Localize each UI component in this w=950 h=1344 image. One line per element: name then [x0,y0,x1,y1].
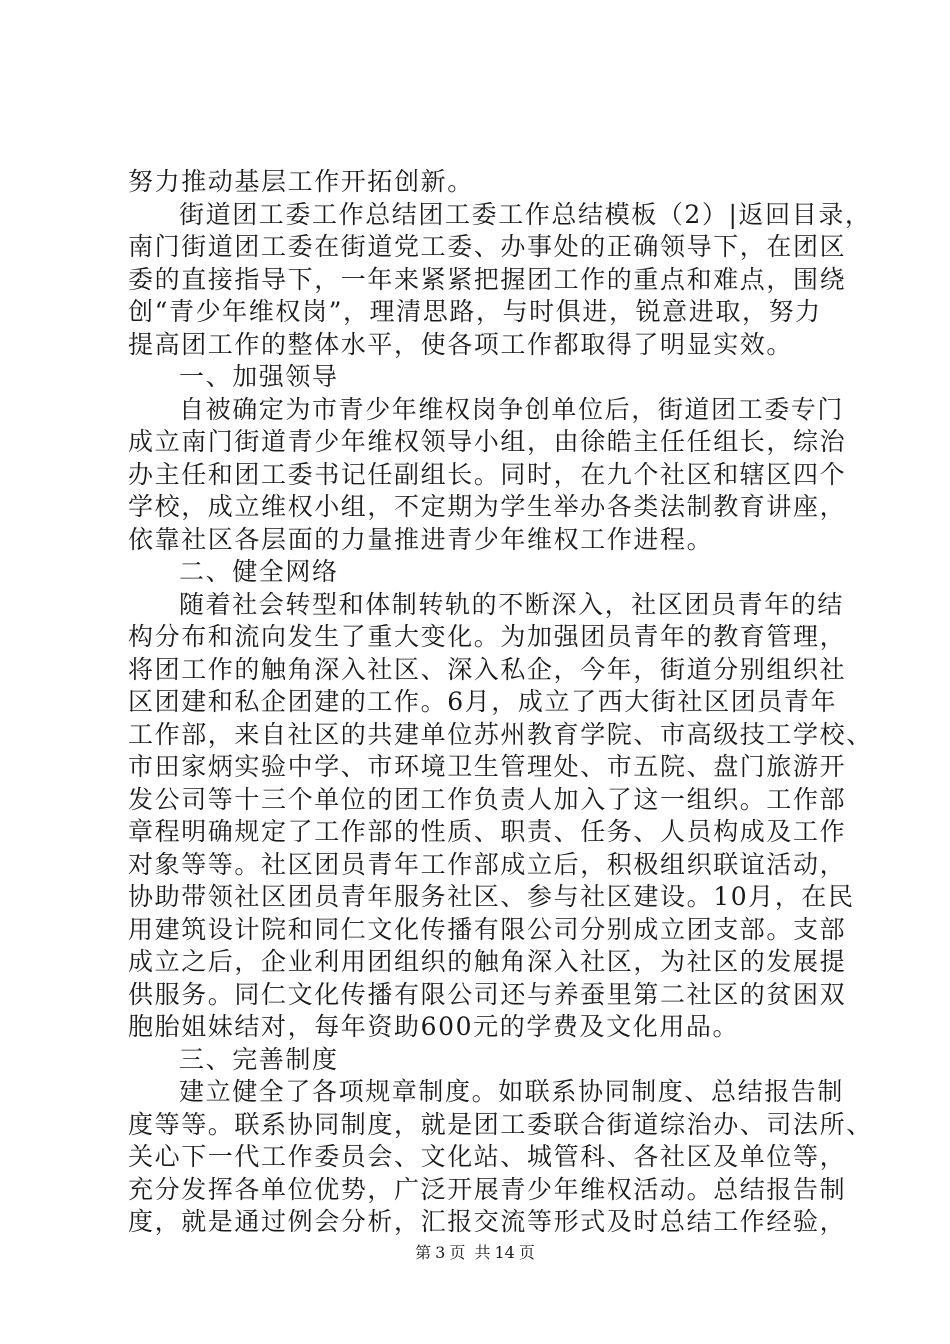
text-line: 度，就是通过例会分析，汇报交流等形式及时总结工作经验， [128,1207,847,1236]
text-line: 用建筑设计院和同仁文化传播有限公司分别成立团支部。支部 [128,914,847,944]
text-line: 关心下一代工作委员会、文化站、城管科、各社区及单位等， [128,1142,847,1171]
text-line: 南门街道团工委在街道党工委、办事处的正确领导下，在团区 [128,232,847,261]
text-line: 成立之后，企业利用团组织的触角深入社区，为社区的发展提 [128,947,847,976]
text-line: 建立健全了各项规章制度。如联系协同制度、总结报告制 [179,1077,845,1106]
text-line: 协助带领社区团员青年服务社区、参与社区建设。10月，在民 [128,882,855,911]
section-heading: 一、加强领导 [179,362,339,391]
total-pages: 14 [494,1243,515,1262]
section-heading: 二、健全网络 [179,557,339,586]
text-line: 提高团工作的整体水平，使各项工作都取得了明显实效。 [128,329,794,359]
text-line: 供服务。同仁文化传播有限公司还与养蚕里第二社区的贫困双 [128,979,847,1009]
document-body [128,166,873,1239]
text-line: 发公司等十三个单位的团工作负责人加入了这一组织。工作部 [128,784,847,814]
text-line: 将团工作的触角深入社区、深入私企，今年，街道分别组织社 [128,654,847,684]
text-line: 街道团工委工作总结团工委工作总结模板（2）|返回目录， [179,199,872,229]
text-line: 依靠社区各层面的力量推进青少年维权工作进程。 [128,524,714,554]
text-line: 构分布和流向发生了重大变化。为加强团员青年的教育管理， [128,622,847,651]
text-line: 区团建和私企团建的工作。6月，成立了西大街社区团员青年 [128,687,838,716]
text-line: 充分发挥各单位优势，广泛开展青少年维权活动。总结报告制 [128,1174,847,1204]
page-number: 3 [435,1243,446,1262]
text-line: 办主任和团工委书记任副组长。同时，在九个社区和辖区四个 [128,459,847,489]
total-label: 共 [474,1243,491,1262]
page-label: 第 [415,1243,432,1262]
text-line: 章程明确规定了工作部的性质、职责、任务、人员构成及工作 [128,817,847,846]
text-line: 随着社会转型和体制转轨的不断深入，社区团员青年的结 [179,589,845,619]
total-unit: 页 [518,1243,535,1262]
text-line: 对象等等。社区团员青年工作部成立后，积极组织联谊活动， [128,849,847,879]
text-line: 成立南门街道青少年维权领导小组，由徐皓主任任组长，综治 [128,427,847,456]
section-heading: 三、完善制度 [179,1044,339,1074]
text-line: 度等等。联系协同制度，就是团工委联合街道综治办、司法所、 [128,1109,873,1139]
text-line: 自被确定为市青少年维权岗争创单位后，街道团工委专门 [179,394,845,424]
text-line: 委的直接指导下，一年来紧紧把握团工作的重点和难点，围绕 [128,264,847,294]
text-line: 学校，成立维权小组，不定期为学生举办各类法制教育讲座， [128,492,847,521]
page-unit: 页 [449,1243,466,1262]
page-footer [0,1243,950,1263]
text-line: 创“青少年维权岗”，理清思路，与时俱进，锐意进取，努力 [128,297,822,326]
text-line: 胞胎姐妹结对，每年资助600元的学费及文化用品。 [128,1012,740,1041]
text-line: 努力推动基层工作开拓创新。 [128,167,474,196]
text-line: 工作部，来自社区的共建单位苏州教育学院、市高级技工学校、 [128,719,873,749]
text-line: 市田家炳实验中学、市环境卫生管理处、市五院、盘门旅游开 [128,752,847,781]
